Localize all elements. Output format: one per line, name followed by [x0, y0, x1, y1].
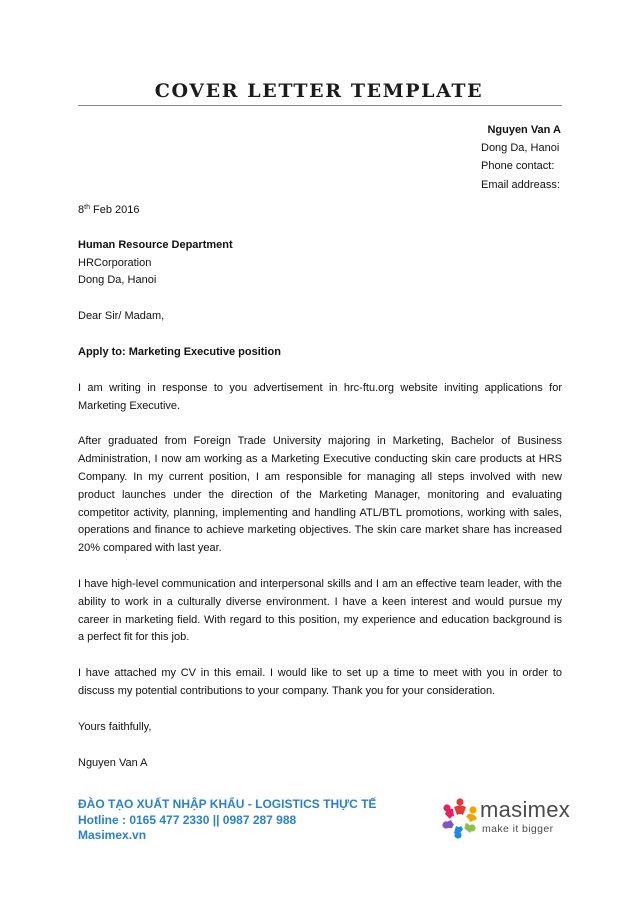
subject-line: Apply to: Marketing Executive position	[78, 345, 281, 358]
footer-website: Masimex.vn	[78, 828, 147, 843]
letter-body	[78, 202, 562, 772]
date-suffix: th	[84, 204, 90, 211]
sender-name: Nguyen Van A	[487, 124, 561, 136]
logo-tagline: make it bigger	[482, 823, 554, 835]
date-rest: Feb 2016	[89, 204, 140, 216]
footer-contact	[78, 797, 376, 844]
letter-date	[78, 202, 562, 220]
signature: Nguyen Van A	[78, 756, 148, 769]
recipient-block	[78, 237, 562, 290]
date-day: 8	[78, 204, 85, 216]
sender-phone: Phone contact:	[481, 160, 555, 173]
recipient-address: Dong Da, Hanoi	[78, 274, 157, 287]
closing: Yours faithfully,	[78, 720, 152, 733]
footer-hotline: Hotline : 0165 477 2330 || 0987 287 988	[78, 812, 297, 827]
paragraph: I am writing in response to you advertisement in hrc-ftu.org website inviting applications for Marketing Executive.	[78, 381, 562, 412]
paragraph: I have attached my CV in this email. I would like to set up a time to meet with you in order to discuss my potential contributions to your company. Thank you for your consideration.	[78, 667, 562, 697]
recipient-company: HRCorporation	[78, 256, 152, 269]
paragraph: After graduated from Foreign Trade University majoring in Marketing, Bachelor of Business Administration, I now am working as a Marketing Executive conducting skin care products at HRS Company. In my current position, I am responsible for managing all steps involved with new product launches under the direction of the Marketing Manager, monitoring and evaluating competitor activity, planning, implementing and handling ATL/BTL promotions, working with sales, operations and finance to achieve marketing objectives. The skin care market share has increased 20% compared with last year.	[78, 435, 562, 555]
sender-email: Email addreass:	[481, 178, 560, 191]
recipient-department: Human Resource Department	[78, 238, 233, 251]
people-circle-icon	[438, 795, 482, 843]
page-title: COVER LETTER TEMPLATE	[154, 80, 484, 102]
logo-brand: masimex	[480, 797, 571, 822]
footer-slogan: ĐÀO TẠO XUẤT NHẬP KHẨU - LOGISTICS THỰC TẾ	[78, 797, 377, 811]
sender-address: Dong Da, Hanoi	[481, 142, 560, 155]
masimex-logo	[438, 795, 588, 843]
title-divider	[78, 105, 562, 106]
sender-block	[400, 121, 561, 194]
paragraph: I have high-level communication and interpersonal skills and I am an effective team leader, with the ability to work in a culturally diverse environment. I have a keen interest and would pursue my career in marketing field. With regard to this position, my experience and education background is a perfect fit for this job.	[78, 577, 562, 644]
salutation: Dear Sir/ Madam,	[78, 310, 165, 323]
